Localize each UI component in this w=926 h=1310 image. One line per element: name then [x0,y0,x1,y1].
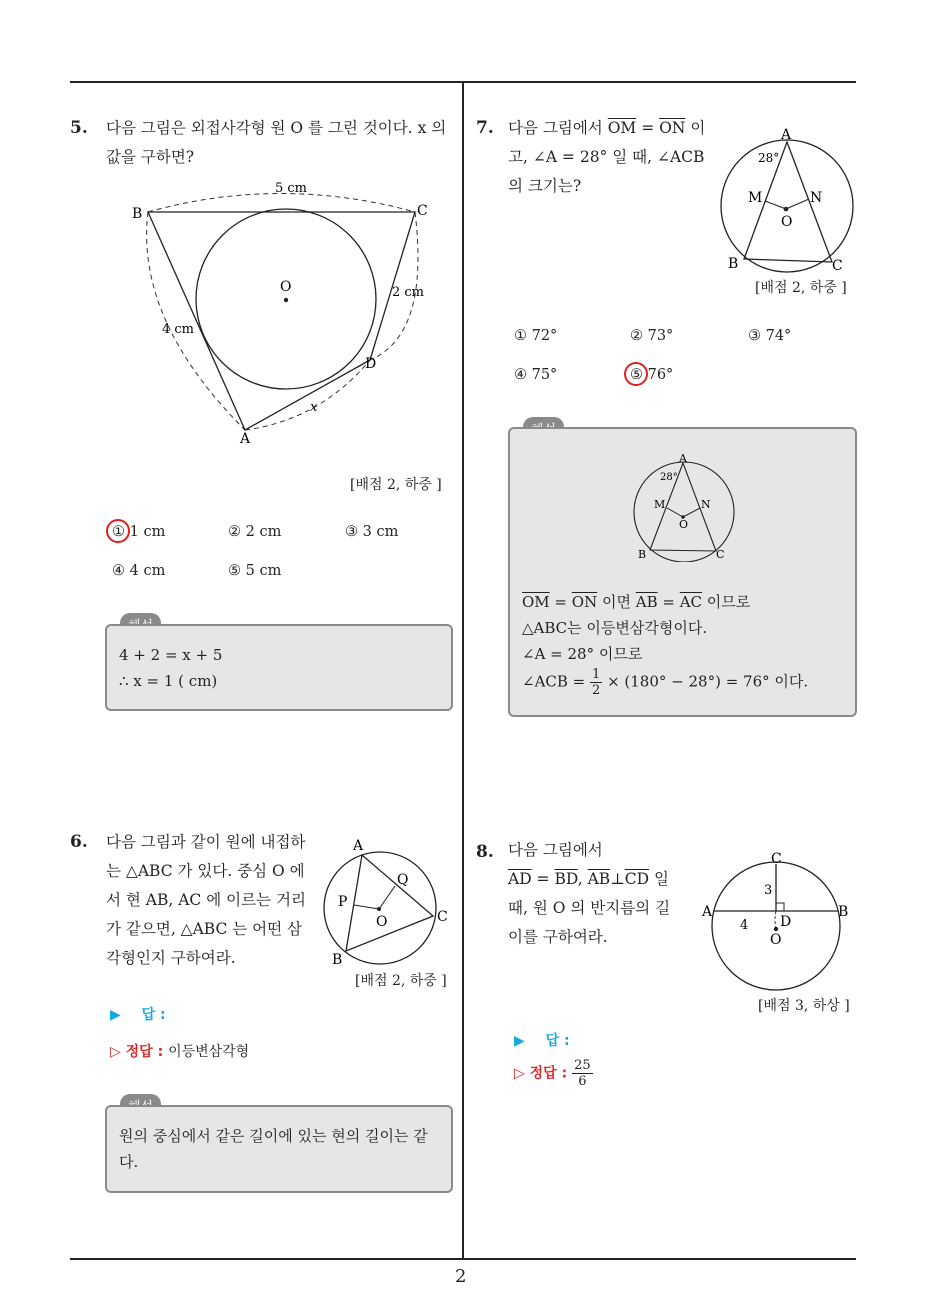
explanation-line: 4 + 2 = x + 5 [119,646,223,664]
label-m: M [654,498,666,511]
label-n: N [701,498,711,511]
label-c: C [771,851,782,867]
label-3: 3 [764,883,773,898]
outline-play-icon: ▷ [110,1044,121,1060]
explanation-line: ∴ x = 1 ( cm) [119,672,218,690]
choice-1[interactable]: ① 72° [514,328,558,344]
label-m: M [748,190,763,206]
question-line: 다음 그림은 외접사각형 원 O 를 그린 것이다. x 의 [106,119,447,137]
q8-figure [698,846,858,994]
correct-fraction: $\frac{25}{6}$ [574,1058,591,1089]
answer-label: 답 : [545,1033,570,1049]
label-o: O [376,914,388,930]
center-dot [284,298,288,302]
answer-label: 답 : [141,1007,166,1023]
label-d: D [365,356,377,372]
label-angle: 28° [660,472,678,483]
segment-om [667,508,683,517]
q6-figure [318,836,458,968]
label-n: N [810,190,823,206]
explanation-box [105,1105,453,1193]
label-b: B [838,904,849,920]
play-icon: ▶ [514,1033,525,1049]
label-o: O [280,279,292,295]
score: [배점 3, 하상 ] [758,998,850,1014]
label-d: D [780,914,792,930]
question-line: 각형인지 구하여라. [106,949,236,967]
question-text [106,114,456,172]
question-line: 의 크기는? [508,177,582,195]
question-text [106,828,311,973]
segment-om [765,201,786,209]
choice-3[interactable]: ③ 74° [748,328,792,344]
outline-play-icon: ▷ [514,1065,525,1082]
q7-figure [718,124,860,276]
question-line: 다음 그림과 같이 원에 내접하 [106,833,306,851]
correct-answer-row [110,1041,249,1061]
question-number: 5. [70,118,88,138]
column-divider [462,83,464,1259]
label-5cm: 5 cm [275,181,308,196]
label-a: A [781,127,792,143]
question-text [508,114,713,201]
question-line: 고, ∠A = 28° 일 때, ∠ACB [508,148,705,166]
correct-label: 정답 : [529,1065,568,1082]
explanation-line: ∠ACB = $\frac{1}{2}$ × (180° − 28°) = 76° 이다. [522,667,809,698]
label-a: A [240,431,251,447]
label-b: B [638,548,647,561]
question-line: 이를 구하여라. [508,928,608,946]
label-o: O [770,932,782,948]
play-icon: ▶ [110,1007,121,1023]
question-text [508,836,688,952]
quadrilateral [148,212,415,430]
label-c: C [832,258,843,274]
explanation-figure [628,450,740,562]
segment-oq [379,886,395,909]
question-line: 값을 구하면? [106,148,195,166]
label-c: C [437,909,448,925]
label-c: C [417,203,428,219]
question-line: $\overline{AD} = \overline{BD}$, $\overline{AB}\perp\overline{CD}$ 일 [508,870,669,888]
correct-value: 이등변삼각형 [168,1044,250,1060]
correct-label: 정답 : [125,1044,164,1060]
label-b: B [132,206,143,222]
label-a: A [702,904,713,920]
choice-2[interactable]: ② 73° [630,328,674,344]
center-dot [784,207,789,212]
dashed-od [775,911,776,928]
label-2cm: 2 cm [392,285,425,300]
choice-5[interactable]: ⑤ 76° [630,367,674,383]
question-line: 는 △ABC 가 있다. 중심 O 에 [106,862,305,880]
explanation-line: 다. [119,1153,139,1171]
label-angle: 28° [758,151,780,165]
question-line: 서 현 AB, AC 에 이르는 거리 [106,891,306,909]
choice-1[interactable]: ① 1 cm [112,524,166,540]
label-b: B [728,256,739,272]
label-x: x [310,400,318,415]
question-line: 때, 원 O 의 반지름의 길 [508,899,671,917]
question-number: 8. [476,842,494,862]
question-line: 다음 그림에서 [508,841,603,859]
choice-4[interactable]: ④ 75° [514,367,558,383]
center-dot [774,927,778,931]
q5-figure [120,175,440,450]
label-p: P [338,894,348,910]
label-b: B [332,952,343,968]
label-a: A [353,838,364,854]
label-a: A [679,452,687,465]
segment-op [354,905,379,909]
answer-row [110,1004,166,1024]
question-number: 7. [476,118,494,138]
center-dot [377,907,381,911]
explanation-line: 원의 중심에서 같은 길이에 있는 현의 길이는 같 [119,1127,428,1145]
choice-2[interactable]: ② 2 cm [228,524,282,540]
score: [배점 2, 하중 ] [755,280,847,296]
right-angle-mark [776,903,784,911]
choice-3[interactable]: ③ 3 cm [345,524,399,540]
answer-row [514,1030,570,1050]
score: [배점 2, 하중 ] [355,973,447,989]
page-number: 2 [455,1266,467,1287]
choice-5[interactable]: ⑤ 5 cm [228,563,282,579]
segment-on [786,199,809,209]
question-line: 다음 그림에서 $\overline{OM} = \overline{ON}$ 이 [508,119,706,137]
circle [721,140,853,272]
label-o: O [781,214,793,230]
choice-4[interactable]: ④ 4 cm [112,563,166,579]
fraction: $\frac{1}{2}$ [592,667,601,698]
question-number: 6. [70,832,88,852]
segment-on [683,508,700,517]
correct-answer-row [514,1058,593,1089]
explanation-line: $\overline{OM} = \overline{ON}$ 이면 $\overline{AB} = \overline{AC}$ 이므로 [522,593,751,611]
bottom-rule [70,1258,856,1260]
explanation-line: ∠A = 28° 이므로 [522,645,643,663]
label-o: O [679,518,689,531]
label-4: 4 [740,918,749,933]
label-q: Q [397,872,409,888]
label-c: C [716,548,725,561]
score: [배점 2, 하중 ] [350,477,442,493]
explanation-line: △ABC는 이등변삼각형이다. [522,619,708,637]
label-4cm: 4 cm [162,322,195,337]
explanation-box [105,624,453,711]
circle [634,462,734,562]
question-line: 가 같으면, △ABC 는 어떤 삼 [106,920,302,938]
